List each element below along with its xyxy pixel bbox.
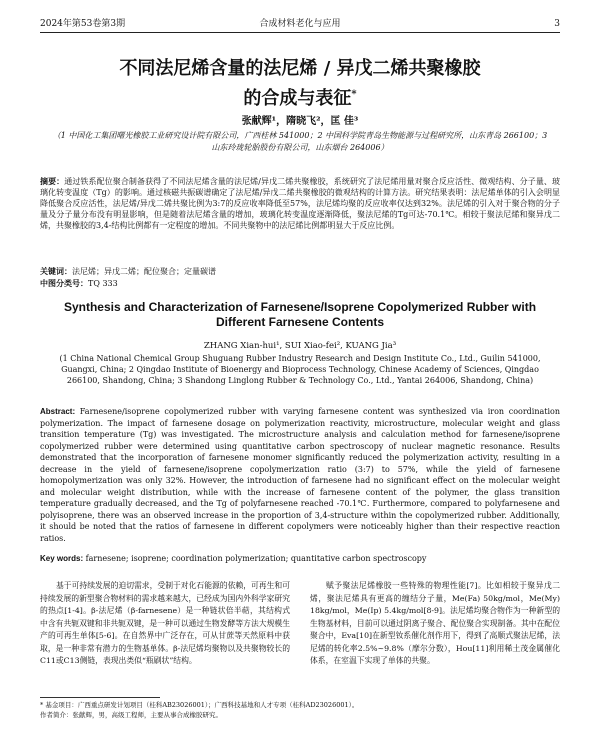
chinese-title bbox=[40, 56, 560, 112]
chinese-keywords-text: 法尼烯；异戊二烯；配位聚合；定量碳谱 bbox=[72, 267, 216, 276]
footnote-funding: * 基金项目：广西重点研发计划项目（桂科AB23026001）；广西科技基地和人才专项（桂科AD23026001）。 bbox=[40, 701, 359, 709]
chinese-abstract bbox=[40, 176, 560, 231]
classification-number bbox=[40, 278, 560, 289]
body-left-column: 基于可持续发展的迫切需求，受制于对化石能源的依赖，可再生和可持续发展的新型聚合物材料的需求越来越大，已经成为国内外科学家研究的热点[1-4]。β-法尼烯（β-farnesene）是一种链状倍半萜，其结构式中含有共轭双键和非共轭双键，是一种可以通过生物发酵等方法大规模生产的可再生单体[5-6]。在自然界中广泛存在，可从甘蔗等天然原料中获取，是一种非常有潜力的生物基单体。β-法尼烯均聚物以及共聚物较长的C11或C13侧链，表现出类似“瓶刷状”结构。 bbox=[40, 581, 290, 665]
chinese-affiliation: （1 中国化工集团曙光橡胶工业研究设计院有限公司，广西桂林 541000；2 中国科学院青岛生物能源与过程研究所，山东青岛 266100；3 山东玲珑轮胎股份有限公司，山东烟台 264006） bbox=[52, 131, 548, 152]
body-columns bbox=[40, 580, 560, 688]
english-abstract bbox=[40, 406, 560, 544]
chinese-title-line2: 的合成与表征* bbox=[243, 88, 357, 109]
chinese-keywords bbox=[40, 266, 560, 277]
english-authors: ZHANG Xian-hui¹, SUI Xiao-fei², KUANG Jia³ bbox=[203, 341, 397, 351]
english-abstract-text: Farnesene/isoprene copolymerized rubber with varying farnesene content was synthesized via iron coordination polymerization. The impact of farnesene dosage on polymerization reactivity, microstructure, molecular weight and glass transition temperature (Tg) was investigated. The microstructure analysis and calculation method for farnesene/isoprene copolymerized rubber were determined using quantitative carbon spectroscopy of nuclear magnetic resonance. Results demonstrated that the incorporation of farnesene monomer significantly reduced the polymerization activity, resulting in a decrease in the yield of farnesene/isoprene copolymerization ratio (3:7) to 57%, while the yield of farnesene homopolymerization was only 32%. However, the introduction of farnesene had no significant effect on the molecular weight and molecular weight distribution, while with the increase of farnesene content of the polymer, the glass transition temperature gradually decreased, and the Tg of polyfarnesene reached -70.1℃. Furthermore, compared to polyfarnesene and polyisoprene, there was an observed increase in the proportion of 3,4-structure within the copolymerized rubber. Additionally, it should be noted that the ratios of farnesene in different copolymers were noticeably higher than their respective reaction ratios. bbox=[40, 407, 560, 543]
footnote-author: 作者简介：张献辉，男，高级工程师，主要从事合成橡胶研究。 bbox=[40, 711, 222, 719]
running-header bbox=[40, 16, 560, 33]
journal-issue: 2024年第53卷第3期 bbox=[40, 19, 126, 29]
english-keywords bbox=[40, 554, 560, 563]
page-number: 3 bbox=[554, 19, 560, 29]
journal-name: 合成材料老化与应用 bbox=[259, 19, 341, 29]
classification-label: 中图分类号： bbox=[40, 278, 88, 288]
english-keywords-label: Key words: bbox=[40, 554, 84, 563]
chinese-abstract-label: 摘要： bbox=[40, 176, 65, 186]
chinese-keywords-label: 关键词： bbox=[40, 266, 72, 276]
body-right-column: 赋予聚法尼烯橡胶一些特殊的物理性能[7]。比如相较于聚异戊二烯，聚法尼烯具有更高的缠结分子量，Me(Fa) 50kg/mol，Me(My) 18kg/mol，Me(Ip) 5.4kg/mol[8-9]。法尼烯均聚合物作为一种新型的生物基材料，目前可以通过阴离子聚合、配位聚合实现制备。其中在配位聚合中，Eva[10]在新型钕系催化剂作用下，得到了高顺式聚法尼烯，法尼烯的转化率2.5%~9.8%（摩尔分数），Hou[11]利用稀土茂金属催化体系，在室温下实现了单体的共聚。 bbox=[310, 581, 560, 665]
footnote-divider bbox=[40, 697, 160, 698]
chinese-authors: 张献辉¹，隋晓飞²，匡 佳³ bbox=[241, 116, 359, 127]
english-keywords-text: farnesene; isoprene; coordination polymerization; quantitative carbon spectroscopy bbox=[85, 554, 427, 563]
footnotes bbox=[40, 700, 560, 720]
chinese-abstract-text: 通过铁系配位聚合制备获得了不同法尼烯含量的法尼烯/异戊二烯共聚橡胶，系统研究了法尼烯用量对聚合反应活性、微观结构、分子量、玻璃化转变温度（Tg）的影响。通过核磁共振碳谱确定了法尼烯/异戊二烯共聚橡胶的微观结构的计算方法。研究结果表明：法尼烯单体的引入会明显降低聚合反应活性，法尼烯/异戊二烯共聚比例为3:7的反应收率降低至57%，法尼烯均聚的反应收率仅达到32%。法尼烯的引入对于聚合物的分子量及分子量分布没有明显影响，但是随着法尼烯含量的增加，玻璃化转变温度逐渐降低，聚法尼烯的Tg可达-70.1℃。相较于聚法尼烯和聚异戊二烯，共聚橡胶的3,4-结构比例都有一定程度的增加。不同共聚物中的法尼烯比例都明显大于反应比例。 bbox=[40, 177, 560, 230]
classification-text: TQ 333 bbox=[88, 279, 118, 288]
english-abstract-label: Abstract: bbox=[40, 407, 76, 416]
english-title: Synthesis and Characterization of Farnesene/Isoprene Copolymerized Rubber with Different Farnesene Contents bbox=[63, 300, 537, 329]
chinese-title-line1: 不同法尼烯含量的法尼烯 / 异戊二烯共聚橡胶 bbox=[119, 58, 481, 79]
english-affiliation: (1 China National Chemical Group Shuguang Rubber Industry Research and Design Institute Co., Ltd., Guilin 541000, Guangxi, China; 2 Qingdao Institute of Bioenergy and Bioprocess Technology, Chinese Academy of Sciences, Qingdao 266100, Shandong, China; 3 Shandong Linglong Rubber & Technology Co., Ltd., Yantai 264006, Shandong, China) bbox=[59, 354, 541, 385]
funding-mark: * bbox=[351, 89, 357, 100]
